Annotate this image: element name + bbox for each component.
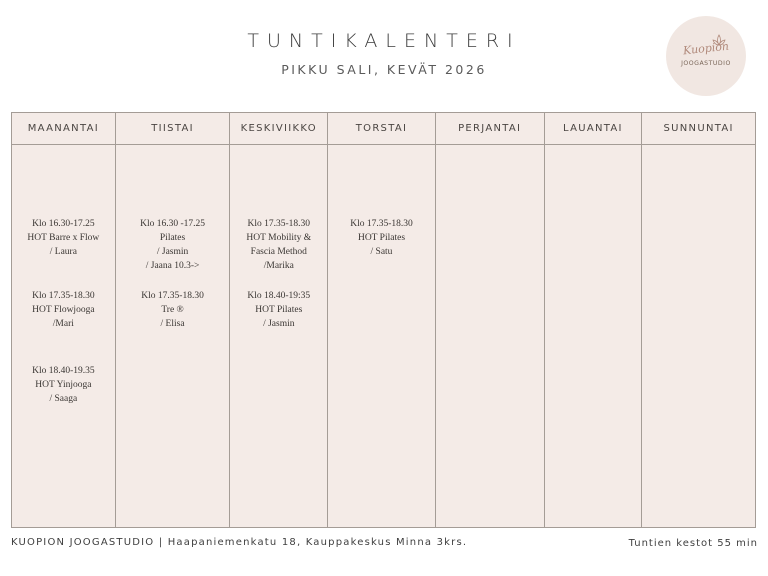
- day-header: SUNNUNTAI: [642, 113, 755, 145]
- class-entry: [12, 364, 115, 406]
- day-column: [230, 113, 328, 527]
- class-detail: /Marika: [263, 261, 294, 271]
- day-header: TORSTAI: [328, 113, 435, 145]
- class-detail: /Mari: [52, 319, 74, 329]
- class-entry: [12, 217, 115, 259]
- day-column: [545, 113, 643, 527]
- class-time: Klo 16.30-17.25: [32, 219, 95, 229]
- class-detail: HOT Pilates: [255, 305, 303, 315]
- class-entry: [328, 217, 435, 259]
- class-time: Klo 17.35-18.30: [247, 219, 311, 229]
- day-column: [12, 113, 116, 527]
- footer-address: KUOPION JOOGASTUDIO | Haapaniemenkatu 18, Kauppakeskus Minna 3krs.: [11, 537, 468, 548]
- class-detail: / Jasmin: [156, 247, 189, 257]
- day-column: [116, 113, 231, 527]
- day-header: LAUANTAI: [545, 113, 642, 145]
- class-detail: HOT Pilates: [357, 233, 406, 243]
- class-time: Klo 17.35-18.30: [350, 219, 413, 229]
- logo-script: Kuopion: [682, 39, 730, 58]
- schedule-calendar: [11, 112, 756, 528]
- class-time: Klo 17.35-18.30: [32, 291, 95, 301]
- day-header: PERJANTAI: [436, 113, 544, 145]
- page-title: TUNTIKALENTERI: [247, 30, 521, 52]
- day-column: [436, 113, 545, 527]
- class-detail: HOT Mobility &: [246, 233, 312, 243]
- class-entry: [116, 217, 230, 273]
- class-detail: Pilates: [159, 233, 186, 243]
- class-detail: HOT Yinjooga: [35, 380, 92, 390]
- day-column: [642, 113, 755, 527]
- page-subtitle: PIKKU SALI, KEVÄT 2026: [281, 62, 487, 77]
- class-time: Klo 18.40-19:35: [247, 291, 311, 301]
- class-entry: [230, 217, 327, 273]
- day-header: TIISTAI: [116, 113, 230, 145]
- class-detail: HOT Flowjooga: [32, 305, 95, 315]
- studio-logo: [666, 16, 746, 96]
- class-detail: / Saaga: [49, 394, 78, 404]
- class-entry: [116, 289, 230, 331]
- class-detail: / Jaana 10.3->: [145, 261, 200, 271]
- class-entry: [230, 289, 327, 331]
- class-detail: / Laura: [49, 247, 77, 257]
- logo-word: JOOGASTUDIO: [681, 60, 731, 67]
- footer-duration-note: Tuntien kestot 55 min: [628, 538, 758, 549]
- day-header: KESKIVIIKKO: [230, 113, 327, 145]
- class-detail: Fascia Method: [250, 247, 307, 257]
- class-detail: / Satu: [370, 247, 393, 257]
- day-column: [328, 113, 436, 527]
- class-time: Klo 17.35-18.30: [141, 291, 204, 301]
- class-time: Klo 18.40-19.35: [32, 366, 95, 376]
- day-header: MAANANTAI: [12, 113, 115, 145]
- class-time: Klo 16.30 -17.25: [140, 219, 206, 229]
- class-detail: HOT Barre x Flow: [27, 233, 100, 243]
- class-detail: / Jasmin: [263, 319, 295, 329]
- class-detail: Tre ®: [161, 305, 184, 315]
- class-detail: / Elisa: [160, 319, 185, 329]
- class-entry: [12, 289, 115, 331]
